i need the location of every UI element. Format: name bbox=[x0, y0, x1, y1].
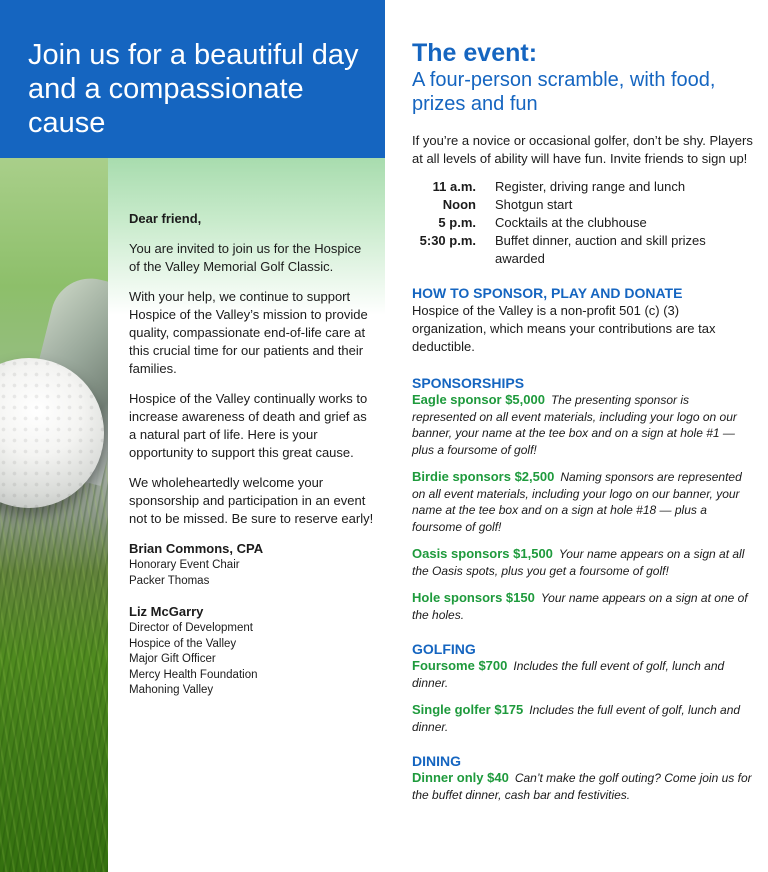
event-schedule bbox=[412, 178, 754, 268]
header-banner bbox=[0, 0, 385, 158]
event-details bbox=[412, 38, 754, 814]
golfing-label: Foursome $700 bbox=[412, 658, 508, 673]
schedule-desc: Register, driving range and lunch bbox=[495, 179, 686, 194]
schedule-time: 5 p.m. bbox=[438, 215, 476, 230]
letter-greeting: Dear friend, bbox=[129, 211, 202, 226]
schedule-desc: Cocktails at the clubhouse bbox=[495, 215, 647, 230]
signature-title: Mahoning Valley bbox=[129, 684, 214, 696]
dining-desc: Can’t make the golf outing? Come join us for the buffet dinner, cash bar and festivities. bbox=[412, 771, 752, 802]
golfing-item bbox=[412, 702, 754, 735]
schedule-time: 11 a.m. bbox=[432, 179, 476, 194]
signature-title: Director of Development bbox=[129, 622, 253, 634]
schedule-row bbox=[412, 214, 754, 232]
signature-name: Brian Commons, CPA bbox=[129, 541, 264, 556]
signature-title: Honorary Event Chair bbox=[129, 559, 240, 571]
schedule-time: 5:30 p.m. bbox=[419, 233, 476, 248]
sponsorship-desc: Naming sponsors are represented on all event materials, including your logo on our banner, your name at the tee box and on a sign at hole #18 — plus a foursome of golf! bbox=[412, 470, 742, 534]
dining-label: Dinner only $40 bbox=[412, 770, 509, 785]
golfing-item bbox=[412, 658, 754, 691]
sponsorship-item bbox=[412, 590, 754, 623]
letter bbox=[129, 210, 374, 713]
grass-texture bbox=[0, 452, 108, 872]
sponsorship-desc: The presenting sponsor is represented on all event materials, including your logo on our banner, your name at the tee box and on a sign at hole #1 — plus a foursome of golf! bbox=[412, 393, 737, 457]
signature-title: Major Gift Officer bbox=[129, 653, 216, 665]
signature-block bbox=[129, 540, 374, 589]
signature-title: Mercy Health Foundation bbox=[129, 668, 258, 681]
letter-paragraph: You are invited to join us for the Hospice of the Valley Memorial Golf Classic. bbox=[129, 241, 362, 274]
sponsorship-desc: Your name appears on a sign at all the Oasis spots, plus you get a foursome of golf! bbox=[412, 547, 745, 578]
sponsorship-label: Hole sponsors $150 bbox=[412, 590, 535, 605]
sponsorships-heading: SPONSORSHIPS bbox=[412, 375, 525, 391]
schedule-time: Noon bbox=[442, 197, 476, 212]
dining-item bbox=[412, 770, 754, 803]
event-heading: The event: bbox=[412, 39, 538, 67]
letter-paragraph: With your help, we continue to support Hospice of the Valley’s mission to provide quality, compassionate end-of-life care at this crucial time for our patients and their families. bbox=[129, 289, 368, 376]
signature-name: Liz McGarry bbox=[129, 604, 204, 619]
golfing-heading: GOLFING bbox=[412, 641, 476, 657]
dining-heading: DINING bbox=[412, 753, 461, 769]
how-heading: HOW TO SPONSOR, PLAY AND DONATE bbox=[412, 285, 683, 301]
sponsorship-desc: Your name appears on a sign at one of the holes. bbox=[412, 591, 748, 622]
schedule-desc: Buffet dinner, auction and skill prizes awarded bbox=[495, 233, 706, 266]
golfing-desc: Includes the full event of golf, lunch and dinner. bbox=[412, 659, 725, 690]
schedule-row bbox=[412, 232, 754, 268]
signature-title: Hospice of the Valley bbox=[129, 637, 237, 650]
sponsorship-item bbox=[412, 546, 754, 579]
how-text: Hospice of the Valley is a non-profit 501 (c) (3) organization, which means your contributions are tax deductible. bbox=[412, 303, 716, 354]
schedule-row bbox=[412, 178, 754, 196]
sponsorship-label: Eagle sponsor $5,000 bbox=[412, 392, 545, 407]
sponsorship-label: Birdie sponsors $2,500 bbox=[412, 469, 555, 484]
sponsorship-item bbox=[412, 392, 754, 458]
schedule-desc: Shotgun start bbox=[495, 197, 573, 212]
sponsorship-label: Oasis sponsors $1,500 bbox=[412, 546, 553, 561]
golfing-desc: Includes the full event of golf, lunch and dinner. bbox=[412, 703, 741, 734]
letter-paragraph: Hospice of the Valley continually works to increase awareness of death and grief as a natural part of life. Here is your opportunity to support this great cause. bbox=[129, 391, 368, 460]
sponsorship-item bbox=[412, 469, 754, 535]
letter-paragraph: We wholeheartedly welcome your sponsorship and participation in an event not to be missed. Be sure to reserve early! bbox=[129, 475, 374, 526]
header-title: Join us for a beautiful day and a compassionate cause bbox=[28, 39, 359, 139]
event-subheading: A four-person scramble, with food, prizes and fun bbox=[412, 69, 716, 115]
signature-title: Packer Thomas bbox=[129, 574, 210, 587]
golf-ball-photo bbox=[0, 158, 108, 872]
event-intro: If you’re a novice or occasional golfer, don’t be shy. Players at all levels of ability will have fun. Invite friends to sign up! bbox=[412, 133, 753, 166]
golfing-label: Single golfer $175 bbox=[412, 702, 524, 717]
schedule-row bbox=[412, 196, 754, 214]
signature-block bbox=[129, 603, 374, 699]
